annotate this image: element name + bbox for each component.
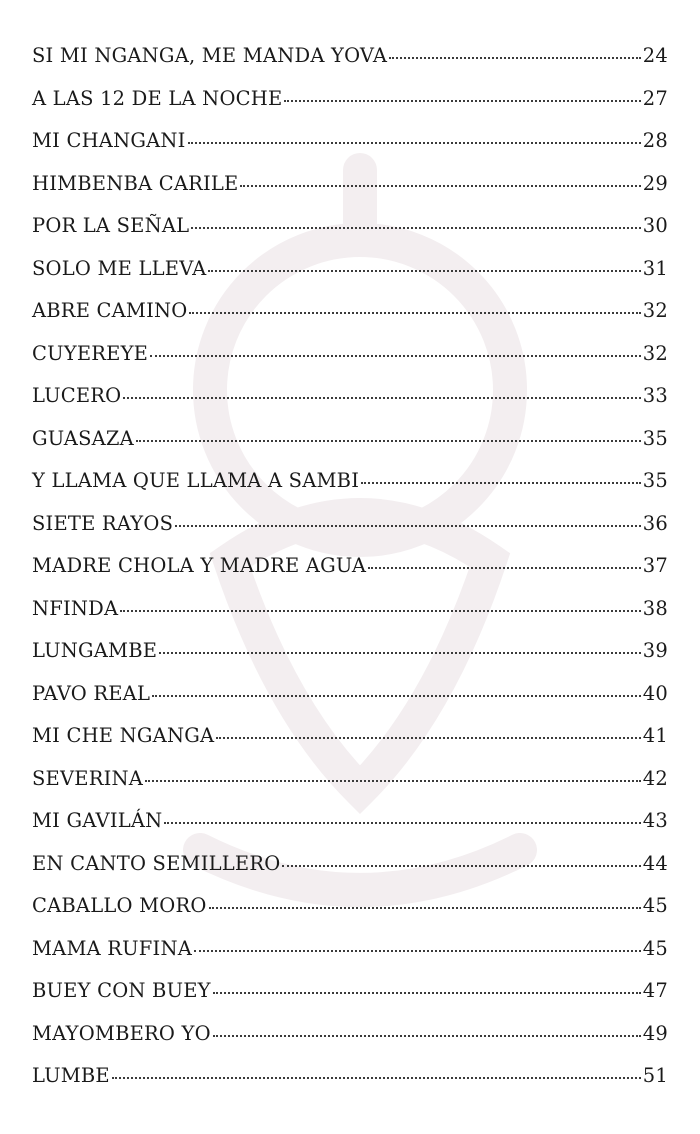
toc-entry xyxy=(32,852,668,895)
toc-entry-page-number: 40 xyxy=(642,681,668,705)
toc-entry-page-number: 51 xyxy=(642,1064,668,1087)
toc-entry-page-number: 42 xyxy=(642,766,668,790)
toc-entry xyxy=(32,44,668,87)
toc-entry-title: LUNGAMBE xyxy=(32,639,158,662)
toc-dot-leader xyxy=(150,355,641,357)
toc-dot-leader xyxy=(159,652,641,654)
toc-dot-leader xyxy=(282,865,640,867)
toc-entry-title: LUMBE xyxy=(32,1064,110,1087)
toc-entry-title: MI CHANGANI xyxy=(32,129,186,152)
toc-entry xyxy=(32,299,668,342)
toc-entry-page-number: 39 xyxy=(642,639,668,662)
toc-entry-title: A LAS 12 DE LA NOCHE xyxy=(32,86,283,110)
toc-entry xyxy=(32,639,668,682)
toc-entry xyxy=(32,809,668,852)
table-of-contents xyxy=(32,44,668,1107)
toc-entry-page-number: 45 xyxy=(642,894,668,917)
toc-entry-page-number: 35 xyxy=(642,426,668,450)
toc-entry xyxy=(32,1064,668,1107)
toc-entry-title: SEVERINA xyxy=(32,766,144,790)
toc-entry-title: MADRE CHOLA Y MADRE AGUA xyxy=(32,554,367,577)
toc-dot-leader xyxy=(123,397,640,399)
toc-entry-title: Y LLAMA QUE LLAMA A SAMBI xyxy=(32,469,360,492)
toc-entry-title: HIMBENBA CARILE xyxy=(32,171,239,195)
toc-dot-leader xyxy=(175,525,641,527)
toc-entry-page-number: 33 xyxy=(642,384,668,407)
toc-entry-page-number: 28 xyxy=(642,129,668,152)
toc-entry-title: BUEY CON BUEY xyxy=(32,979,211,1002)
toc-dot-leader xyxy=(208,270,640,272)
toc-entry-title: MI CHE NGANGA xyxy=(32,724,215,747)
toc-entry-page-number: 44 xyxy=(642,851,668,875)
toc-entry-page-number: 45 xyxy=(642,936,668,960)
toc-dot-leader xyxy=(191,227,640,229)
toc-entry xyxy=(32,894,668,937)
toc-dot-leader xyxy=(389,57,641,59)
toc-entry-page-number: 29 xyxy=(642,171,668,195)
toc-entry-title: MI GAVILÁN xyxy=(32,809,163,832)
toc-dot-leader xyxy=(194,950,641,952)
toc-entry-title: MAMA RUFINA xyxy=(32,936,192,960)
toc-dot-leader xyxy=(361,482,641,484)
toc-dot-leader xyxy=(120,610,641,612)
toc-dot-leader xyxy=(209,907,641,909)
toc-entry-title: EN CANTO SEMILLERO xyxy=(32,851,281,875)
toc-entry-page-number: 24 xyxy=(642,44,668,67)
toc-entry xyxy=(32,597,668,640)
toc-entry-page-number: 38 xyxy=(642,596,668,620)
toc-entry-title: ABRE CAMINO xyxy=(32,299,188,322)
toc-entry-title: SOLO ME LLEVA xyxy=(32,256,207,280)
toc-entry-page-number: 32 xyxy=(642,341,668,365)
toc-entry-title: SIETE RAYOS xyxy=(32,511,174,535)
toc-entry-page-number: 27 xyxy=(642,86,668,110)
toc-entry-page-number: 43 xyxy=(642,809,668,832)
toc-entry-page-number: 30 xyxy=(642,214,668,237)
toc-entry-page-number: 37 xyxy=(642,554,668,577)
toc-dot-leader xyxy=(152,695,641,697)
toc-dot-leader xyxy=(136,440,641,442)
toc-dot-leader xyxy=(216,737,641,739)
toc-entry-title: CUYEREYE xyxy=(32,341,149,365)
toc-entry xyxy=(32,257,668,300)
toc-entry xyxy=(32,979,668,1022)
toc-dot-leader xyxy=(213,1035,641,1037)
toc-dot-leader xyxy=(213,992,641,994)
toc-dot-leader xyxy=(189,312,640,314)
toc-entry-title: POR LA SEÑAL xyxy=(32,214,190,237)
toc-entry xyxy=(32,724,668,767)
toc-dot-leader xyxy=(284,100,640,102)
toc-entry-title: LUCERO xyxy=(32,384,122,407)
toc-entry xyxy=(32,342,668,385)
toc-entry-title: CABALLO MORO xyxy=(32,894,207,917)
toc-entry xyxy=(32,427,668,470)
toc-entry xyxy=(32,937,668,980)
toc-entry-title: GUASAZA xyxy=(32,426,134,450)
toc-entry-page-number: 47 xyxy=(642,979,668,1002)
toc-entry xyxy=(32,1022,668,1065)
toc-entry xyxy=(32,214,668,257)
toc-entry-title: PAVO REAL xyxy=(32,681,151,705)
toc-entry xyxy=(32,172,668,215)
toc-entry-title: NFINDA xyxy=(32,596,119,620)
toc-entry xyxy=(32,682,668,725)
toc-entry xyxy=(32,554,668,597)
toc-entry xyxy=(32,512,668,555)
toc-entry xyxy=(32,129,668,172)
toc-entry xyxy=(32,767,668,810)
toc-dot-leader xyxy=(240,185,640,187)
toc-entry xyxy=(32,469,668,512)
toc-entry-title: SI MI NGANGA, ME MANDA YOVA xyxy=(32,44,388,67)
toc-entry-title: MAYOMBERO YO xyxy=(32,1021,211,1045)
toc-entry-page-number: 49 xyxy=(642,1021,668,1045)
toc-dot-leader xyxy=(164,822,640,824)
toc-dot-leader xyxy=(368,567,641,569)
toc-entry-page-number: 32 xyxy=(642,299,668,322)
toc-entry-page-number: 36 xyxy=(642,511,668,535)
toc-entry xyxy=(32,384,668,427)
toc-entry-page-number: 35 xyxy=(642,469,668,492)
toc-dot-leader xyxy=(112,1077,641,1079)
toc-entry xyxy=(32,87,668,130)
toc-dot-leader xyxy=(188,142,641,144)
toc-dot-leader xyxy=(145,780,641,782)
toc-entry-page-number: 41 xyxy=(642,724,668,747)
toc-entry-page-number: 31 xyxy=(642,256,668,280)
